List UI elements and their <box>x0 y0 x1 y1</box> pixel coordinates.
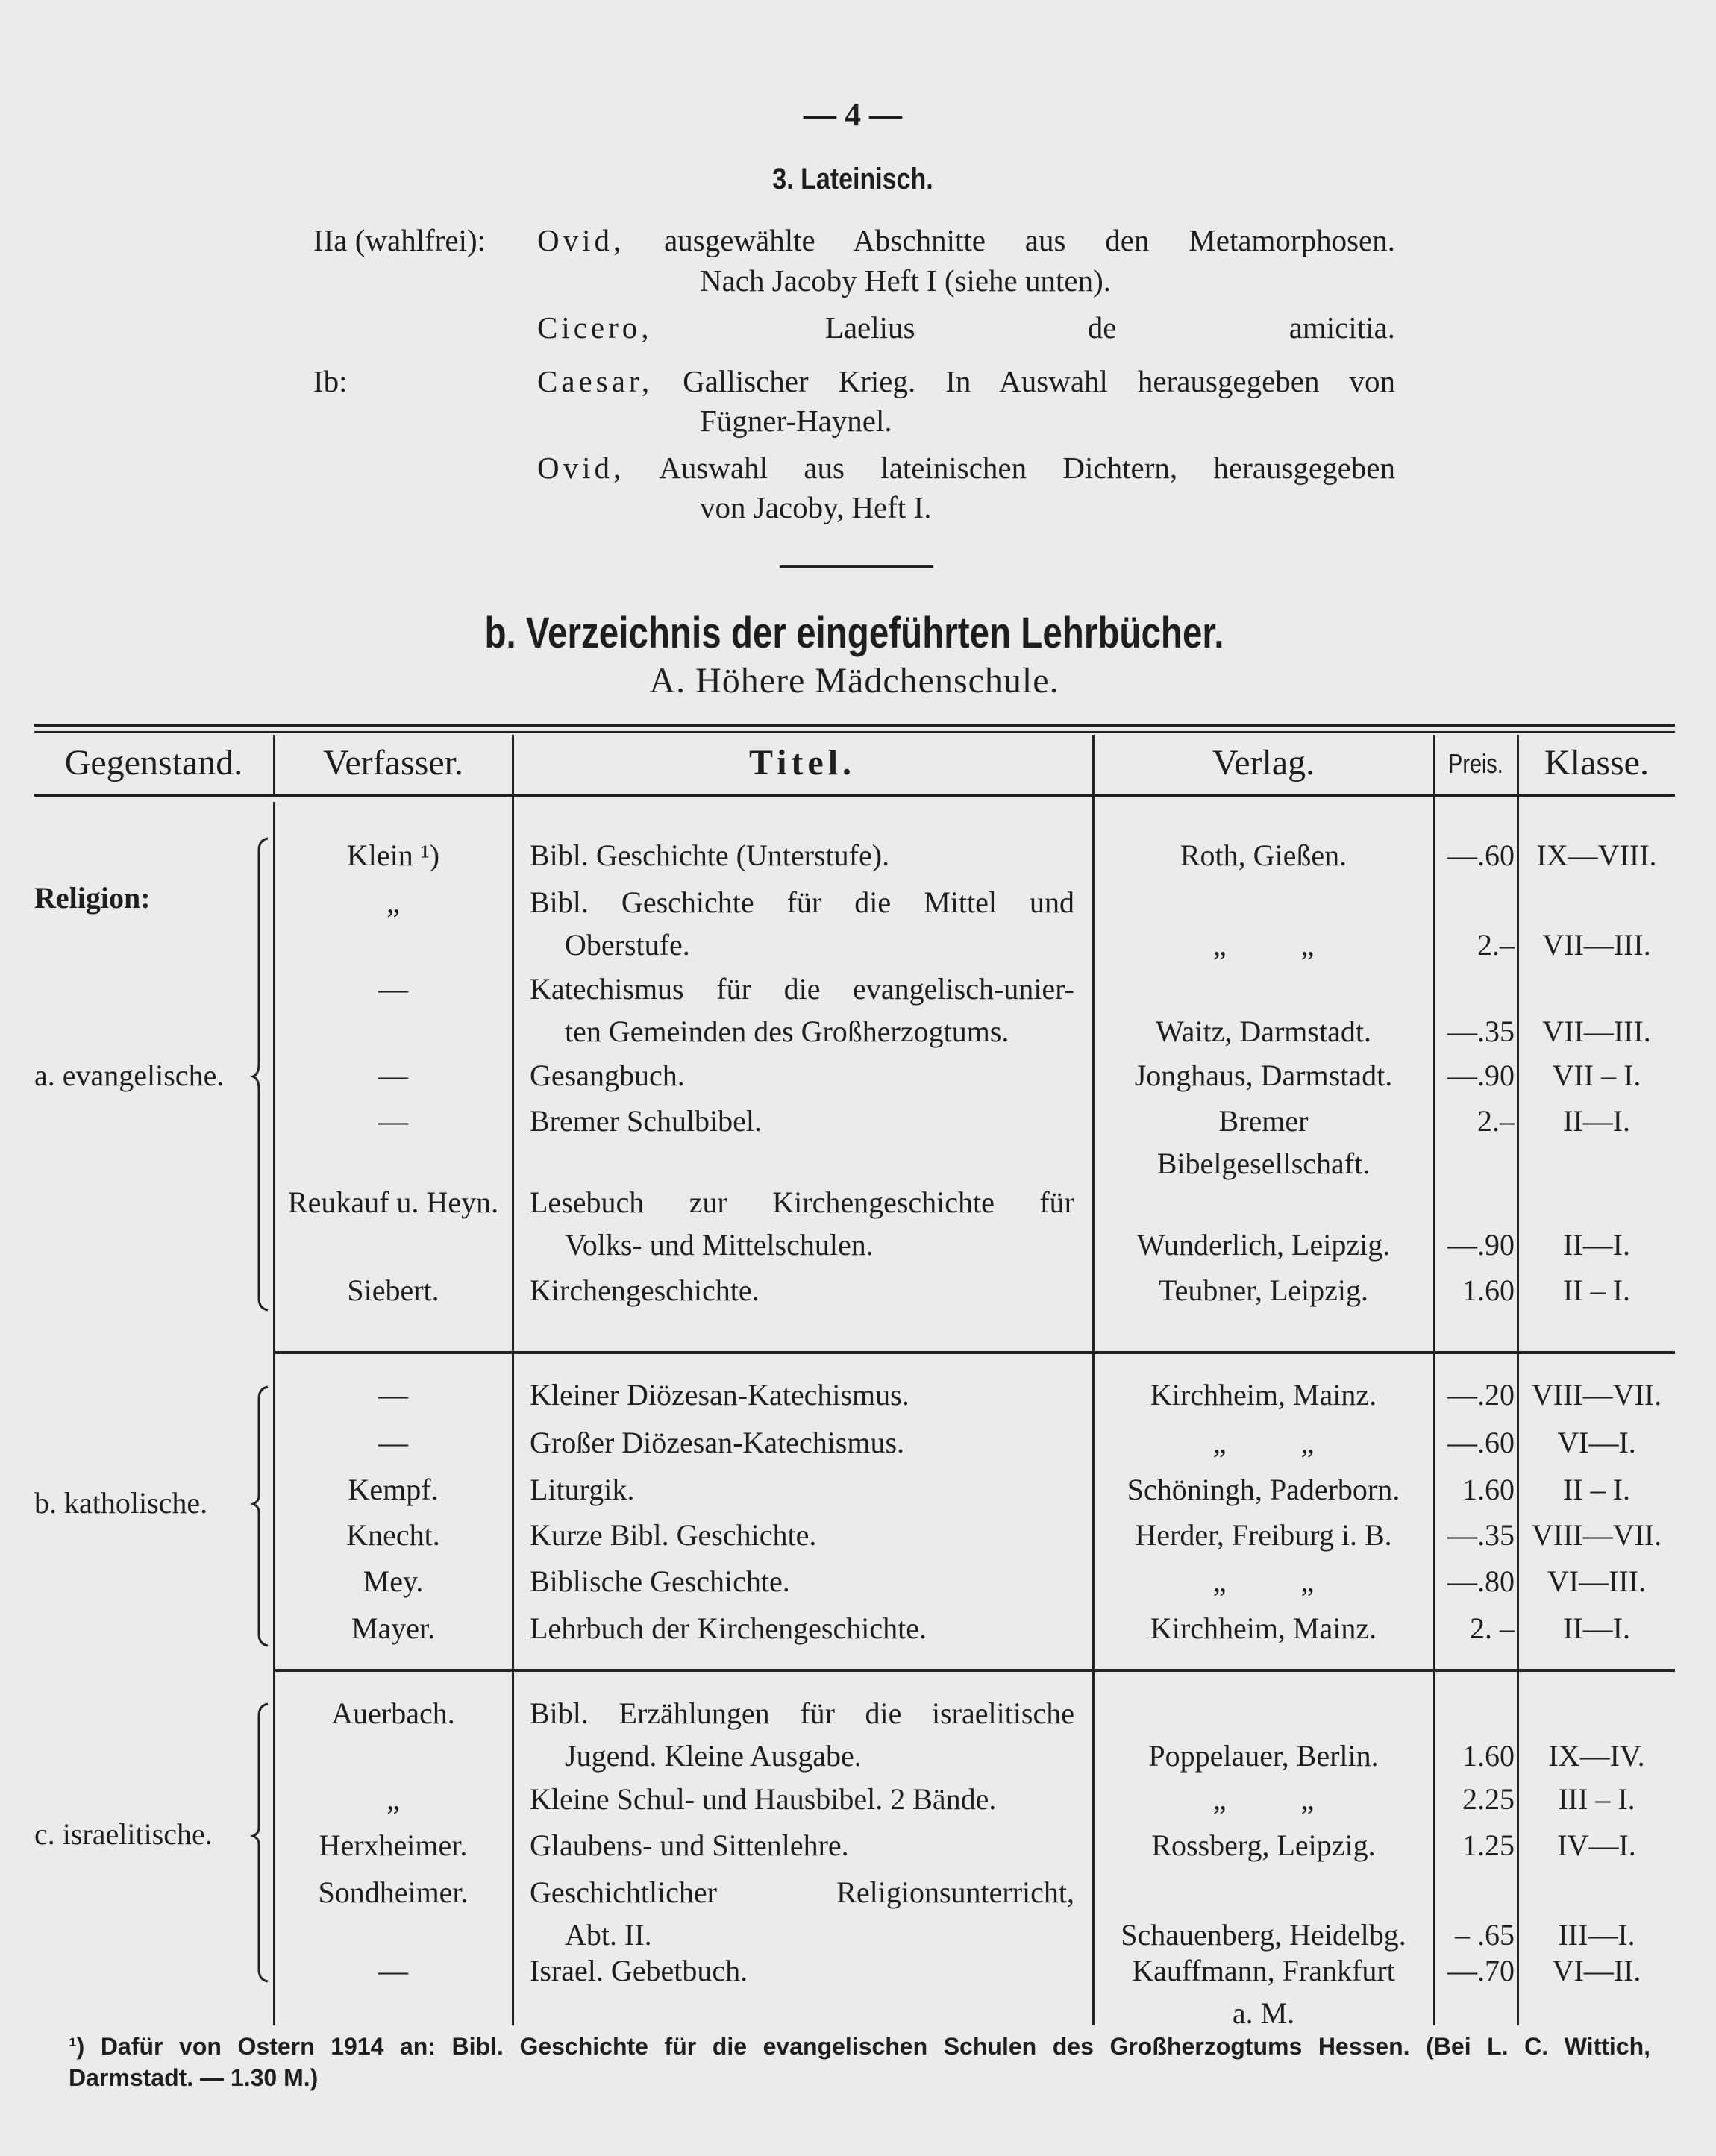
title-cell <box>530 834 1089 877</box>
author-cell: Mey. <box>363 1564 424 1598</box>
table-row <box>0 834 1716 872</box>
publisher-line: Herder, Freiburg i. B. <box>1135 1518 1392 1552</box>
publisher-line: Rossberg, Leipzig. <box>1151 1828 1376 1862</box>
publisher-line: Poppelauer, Berlin. <box>1148 1739 1379 1773</box>
class-cell: VII – I. <box>1552 1059 1641 1092</box>
publisher-line: Roth, Gießen. <box>1180 839 1347 872</box>
class-cell: VI—III. <box>1547 1564 1647 1598</box>
book-title: Nach Jacoby Heft I (siehe unten). <box>700 263 1111 298</box>
footnote-line-1: ¹) Dafür von Ostern 1914 an: Bibl. Geschichte für die evangelischen Schulen des Großherzogtums Hessen. (Bei L. C. Wittich, <box>69 2033 1650 2060</box>
subject-jewish: c. israelitische. <box>34 1817 213 1851</box>
book-title: Auswahl aus lateinischen Dichtern, herausgegeben <box>659 451 1395 485</box>
title-line: Geschichtlicher Religionsunterricht, <box>530 1875 1074 1909</box>
price-cell: 2.– <box>1477 1104 1515 1138</box>
author-cell: Auerbach. <box>331 1696 455 1730</box>
author-cell: — <box>378 1059 408 1092</box>
publisher-line: Bremer <box>1218 1104 1309 1138</box>
publisher-line: Schauenberg, Heidelbg. <box>1121 1918 1406 1952</box>
publisher-cell <box>1093 1514 1434 1556</box>
subject-evangelical: a. evangelische. <box>34 1059 225 1092</box>
publisher-cell <box>1093 1607 1434 1649</box>
publisher-cell <box>1093 1421 1434 1464</box>
publisher-line: Kirchheim, Mainz. <box>1150 1378 1377 1411</box>
author-cell: Sondheimer. <box>318 1875 469 1909</box>
class-cell: VII—III. <box>1542 1015 1651 1048</box>
publisher-line: Teubner, Leipzig. <box>1158 1273 1369 1307</box>
publisher-line: „ „ <box>1212 1782 1315 1816</box>
title-line: Glaubens- und Sittenlehre. <box>530 1828 849 1862</box>
section-rule-jewish <box>274 1669 1675 1672</box>
table-row <box>0 1100 1716 1180</box>
author-cell: Reukauf u. Heyn. <box>287 1185 499 1219</box>
latin-entry <box>700 487 931 527</box>
table-top-rule-thin <box>34 731 1675 733</box>
class-cell: II – I. <box>1563 1273 1630 1307</box>
class-cell: VIII—VII. <box>1531 1378 1662 1411</box>
author-cell: Mayer. <box>351 1611 436 1645</box>
title-cell <box>530 1269 1089 1312</box>
footnote <box>69 2031 1650 2093</box>
publisher-cell <box>1093 1269 1434 1312</box>
title-line: Bibl. Geschichte (Unterstufe). <box>530 839 890 872</box>
class-cell: IV—I. <box>1557 1828 1636 1862</box>
price-cell: —.90 <box>1447 1228 1515 1262</box>
publisher-cell <box>1093 1010 1434 1053</box>
title-line: Bibl. Geschichte für die Mittel und <box>530 886 1074 919</box>
latin-entry <box>537 361 1395 401</box>
title-line: Oberstufe. <box>565 928 690 962</box>
table-row <box>0 968 1716 1048</box>
price-cell: 1.60 <box>1462 1739 1515 1773</box>
publisher-cell <box>1093 1949 1434 2034</box>
book-title: von Jacoby, Heft I. <box>700 490 932 524</box>
publisher-cell <box>1093 924 1434 966</box>
subject-religion: Religion: <box>34 881 151 915</box>
title-cell <box>530 1607 1089 1649</box>
publisher-cell <box>1093 1734 1434 1777</box>
title-line: Großer Diözesan-Katechismus. <box>530 1426 905 1459</box>
title-cell <box>530 1181 1089 1266</box>
author-cell: „ <box>386 1782 400 1816</box>
title-line: Biblische Geschichte. <box>530 1564 790 1598</box>
title-cell <box>530 968 1089 1053</box>
table-row <box>0 1269 1716 1307</box>
publisher-cell <box>1093 1054 1434 1097</box>
publisher-line: „ „ <box>1212 928 1315 962</box>
price-cell: —.60 <box>1447 1426 1515 1459</box>
class-cell: II—I. <box>1563 1104 1630 1138</box>
latin-entry <box>537 448 1395 488</box>
title-line: Katechismus für die evangelisch-unier- <box>530 972 1074 1006</box>
class-cell: IX—VIII. <box>1536 839 1657 872</box>
title-cell <box>530 881 1089 966</box>
class-cell: II—I. <box>1563 1228 1630 1262</box>
publisher-line: Wunderlich, Leipzig. <box>1136 1228 1391 1262</box>
publisher-line: Kirchheim, Mainz. <box>1150 1611 1377 1645</box>
publisher-cell <box>1093 1223 1434 1266</box>
subject-catholic: b. katholische. <box>34 1486 208 1520</box>
latin-entry <box>537 220 1395 260</box>
table-row <box>0 1421 1716 1459</box>
section-rule-catholic <box>274 1351 1675 1354</box>
header-title: Titel. <box>748 743 857 783</box>
brace-jewish <box>250 1701 272 1984</box>
header-bottom-rule <box>34 794 1675 797</box>
title-cell <box>530 1421 1089 1464</box>
header-subject: Gegenstand. <box>64 743 243 783</box>
publisher-line: Kauffmann, Frankfurt <box>1132 1954 1395 1987</box>
title-line: Abt. II. <box>565 1918 652 1952</box>
book-title: Laelius de amicitia. <box>824 310 1395 345</box>
book-title: Fügner-Haynel. <box>700 404 892 438</box>
publisher-line: „ „ <box>1212 1564 1315 1598</box>
section-title-latin: 3. Lateinisch. <box>772 163 933 195</box>
author-cell: Siebert. <box>347 1273 439 1307</box>
class-cell: II—I. <box>1563 1611 1630 1645</box>
latin-entry <box>537 307 1395 348</box>
section-divider <box>780 565 933 568</box>
table-row <box>0 1373 1716 1411</box>
title-line: Gesangbuch. <box>530 1059 685 1092</box>
author-cell: Kempf. <box>348 1473 439 1506</box>
footnote-line-2: Darmstadt. — 1.30 M.) <box>69 2064 319 2091</box>
publisher-line: „ „ <box>1212 1426 1315 1459</box>
title-line: Israel. Gebetbuch. <box>530 1954 748 1987</box>
class-cell: III – I. <box>1558 1782 1635 1816</box>
publisher-cell <box>1093 834 1434 877</box>
class-cell: VII—III. <box>1542 928 1651 962</box>
table-row <box>0 1871 1716 1952</box>
publisher-line: a. M. <box>1232 1996 1295 2030</box>
table-row <box>0 1560 1716 1598</box>
brace-evangelical <box>250 836 272 1313</box>
author-cell: — <box>378 1426 408 1459</box>
publisher-line: Schöningh, Paderborn. <box>1127 1473 1400 1506</box>
title-line: Kleine Schul- und Hausbibel. 2 Bände. <box>530 1782 997 1816</box>
title-cell <box>530 1514 1089 1556</box>
price-cell: —.60 <box>1447 839 1515 872</box>
latin-entry <box>700 260 1111 301</box>
author-cell: — <box>378 1954 408 1987</box>
table-top-rule <box>34 724 1675 727</box>
author-name: Ovid, <box>537 223 625 257</box>
heading-school: A. Höhere Mädchenschule. <box>649 661 1059 701</box>
header-author: Verfasser. <box>323 743 463 783</box>
header-class: Klasse. <box>1544 743 1649 783</box>
publisher-line: Bibelgesellschaft. <box>1156 1147 1371 1180</box>
class-cell: III—I. <box>1558 1918 1635 1952</box>
page-number: — 4 — <box>804 96 902 133</box>
price-cell: 2.25 <box>1462 1782 1515 1816</box>
author-cell: Knecht. <box>346 1518 440 1552</box>
author-cell: — <box>378 972 408 1006</box>
class-cell: II – I. <box>1563 1473 1630 1506</box>
table-row <box>0 1778 1716 1816</box>
price-cell: 1.60 <box>1462 1473 1515 1506</box>
price-cell: —.20 <box>1447 1378 1515 1411</box>
class-label: Ib: <box>313 364 348 398</box>
title-line: Kleiner Diözesan-Katechismus. <box>530 1378 909 1411</box>
book-title: ausgewählte Abschnitte aus den Metamorphosen. <box>664 223 1395 257</box>
title-line: Liturgik. <box>530 1473 635 1506</box>
author-name: Caesar, <box>537 364 654 398</box>
publisher-cell <box>1093 1824 1434 1867</box>
price-cell: 2.– <box>1477 928 1515 962</box>
table-row <box>0 1607 1716 1645</box>
title-line: Volks- und Mittelschulen. <box>565 1228 874 1262</box>
title-line: ten Gemeinden des Großherzogtums. <box>565 1015 1009 1048</box>
price-cell: – .65 <box>1455 1918 1515 1952</box>
title-line: Lesebuch zur Kirchengeschichte für <box>530 1185 1074 1219</box>
title-line: Bibl. Erzählungen für die israelitische <box>530 1696 1074 1730</box>
class-cell: IX—IV. <box>1548 1739 1645 1773</box>
table-row <box>0 1514 1716 1552</box>
header-publisher: Verlag. <box>1212 743 1315 783</box>
price-cell: —.35 <box>1447 1015 1515 1048</box>
title-cell <box>530 1949 1089 1992</box>
title-line: Jugend. Kleine Ausgabe. <box>565 1739 862 1773</box>
table-row <box>0 1692 1716 1773</box>
title-cell <box>530 1692 1089 1777</box>
publisher-cell <box>1093 1100 1434 1185</box>
price-cell: —.70 <box>1447 1954 1515 1987</box>
title-line: Kurze Bibl. Geschichte. <box>530 1518 817 1552</box>
title-cell <box>530 1871 1089 1956</box>
title-cell <box>530 1778 1089 1820</box>
price-cell: 1.60 <box>1462 1273 1515 1307</box>
publisher-cell <box>1093 1560 1434 1602</box>
author-cell: Herxheimer. <box>319 1828 468 1862</box>
price-cell: —.90 <box>1447 1059 1515 1092</box>
price-cell: 2. – <box>1470 1611 1515 1645</box>
price-cell: —.35 <box>1447 1518 1515 1552</box>
price-cell: —.80 <box>1447 1564 1515 1598</box>
publisher-cell <box>1093 1373 1434 1416</box>
table-row <box>0 1181 1716 1262</box>
author-cell: „ <box>386 886 400 919</box>
class-label: IIa (wahlfrei): <box>313 223 486 257</box>
publisher-cell <box>1093 1778 1434 1820</box>
heading-textbook-list: b. Verzeichnis der eingeführten Lehrbücher. <box>484 609 1224 657</box>
class-cell: VI—II. <box>1552 1954 1641 1987</box>
author-name: Cicero, <box>537 310 653 345</box>
author-name: Ovid, <box>537 451 625 485</box>
title-line: Bremer Schulbibel. <box>530 1104 763 1138</box>
author-cell: Klein ¹) <box>346 839 440 872</box>
title-cell <box>530 1468 1089 1511</box>
title-line: Lehrbuch der Kirchengeschichte. <box>530 1611 927 1645</box>
title-cell <box>530 1054 1089 1097</box>
header-price: Preis. <box>1448 748 1503 779</box>
publisher-line: Jonghaus, Darmstadt. <box>1134 1059 1393 1092</box>
price-cell: 1.25 <box>1462 1828 1515 1862</box>
publisher-line: Waitz, Darmstadt. <box>1156 1015 1371 1048</box>
title-cell <box>530 1560 1089 1602</box>
table-row <box>0 1949 1716 2030</box>
title-line: Kirchengeschichte. <box>530 1273 760 1307</box>
title-cell <box>530 1824 1089 1867</box>
title-cell <box>530 1373 1089 1416</box>
book-title: Gallischer Krieg. In Auswahl herausgegeben von <box>683 364 1395 398</box>
publisher-cell <box>1093 1468 1434 1511</box>
class-cell: VIII—VII. <box>1531 1518 1662 1552</box>
author-cell: — <box>378 1378 408 1411</box>
title-cell <box>530 1100 1089 1142</box>
author-cell: — <box>378 1104 408 1138</box>
class-cell: VI—I. <box>1557 1426 1636 1459</box>
latin-entry <box>700 401 892 441</box>
